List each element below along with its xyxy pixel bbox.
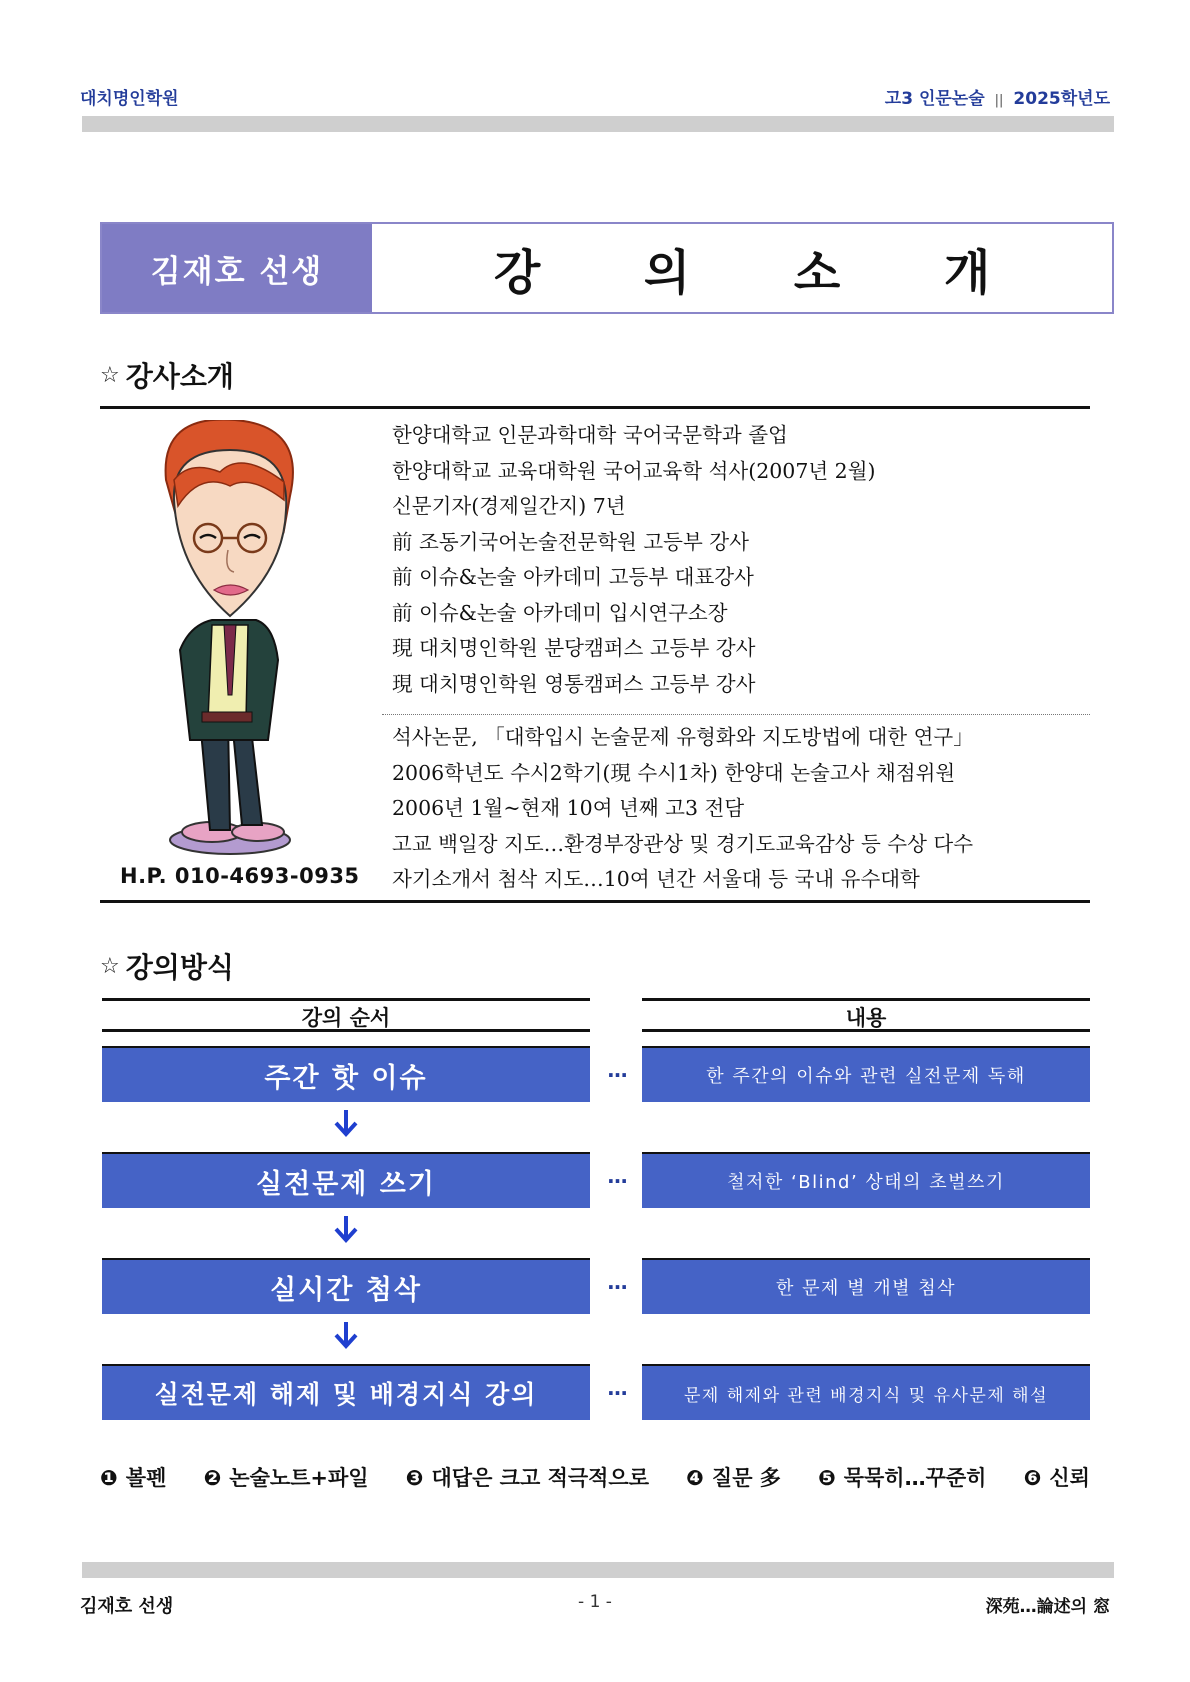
title-char: 의 <box>643 244 691 301</box>
career-item: 前 이슈&논술 아카데미 고등부 대표강사 <box>392 565 754 589</box>
tip-item <box>686 1462 781 1492</box>
arrow-down-icon <box>333 1320 359 1350</box>
column-header-order: 강의 순서 <box>102 998 590 1032</box>
step-box: 실전문제 해제 및 배경지식 강의 <box>102 1364 590 1420</box>
tip-number: ❻ <box>1023 1466 1042 1490</box>
tip-text: 질문 多 <box>711 1466 781 1490</box>
title-char: 소 <box>793 244 841 301</box>
tip-number: ❸ <box>405 1466 424 1490</box>
tip-number: ❷ <box>203 1466 222 1490</box>
tip-item <box>100 1462 166 1492</box>
tip-number: ❹ <box>686 1466 704 1490</box>
course-header <box>885 84 1110 109</box>
tip-item <box>1024 1462 1090 1492</box>
tip-text: 묵묵히…꾸준히 <box>843 1466 987 1490</box>
step-box: 주간 핫 이슈 <box>102 1046 590 1102</box>
star-icon: ☆ <box>100 953 120 979</box>
header-bar <box>82 116 1114 132</box>
caricature-image <box>150 420 300 860</box>
step-box: 실시간 첨삭 <box>102 1258 590 1314</box>
lecture-intro-title <box>372 224 1112 312</box>
achievement-item: 2006학년도 수시2학기(現 수시1차) 한양대 논술고사 채점위원 <box>392 760 956 785</box>
title-box <box>100 222 1114 314</box>
ellipsis-connector: … <box>607 1270 629 1294</box>
achievement-item: 자기소개서 첨삭 지도…10여 년간 서울대 등 국내 유수대학 <box>392 867 920 891</box>
ellipsis-connector: … <box>607 1164 629 1188</box>
ellipsis-connector: … <box>607 1058 629 1082</box>
section-title: 강의방식 <box>125 951 234 984</box>
tip-text: 볼펜 <box>125 1466 167 1490</box>
footer-motto: 深苑…論述의 窓 <box>985 1597 1110 1617</box>
tip-item <box>406 1462 649 1492</box>
footer-bar <box>82 1562 1114 1578</box>
column-header-content: 내용 <box>642 998 1090 1032</box>
achievement-item: 석사논문, 「대학입시 논술문제 유형화와 지도방법에 대한 연구」 <box>392 725 974 749</box>
career-item: 現 대치명인학원 분당캠퍼스 고등부 강사 <box>392 636 756 660</box>
career-item: 現 대치명인학원 영통캠퍼스 고등부 강사 <box>392 671 756 696</box>
page-number: - 1 - <box>578 1592 612 1612</box>
tip-number: ❺ <box>817 1466 836 1490</box>
step-box: 실전문제 쓰기 <box>102 1152 590 1208</box>
achievement-item: 2006년 1월~현재 10여 년째 고3 전담 <box>392 796 745 820</box>
career-item: 신문기자(경제일간지) 7년 <box>392 494 626 518</box>
title-char: 개 <box>943 244 991 301</box>
career-item: 한양대학교 인문과학대학 국어국문학과 졸업 <box>392 423 788 447</box>
divider <box>100 900 1090 903</box>
tip-item <box>818 1462 987 1492</box>
tip-number: ❶ <box>100 1466 118 1490</box>
step-description: 한 주간의 이슈와 관련 실전문제 독해 <box>642 1046 1090 1102</box>
tip-text: 대답은 크고 적극적으로 <box>431 1466 649 1490</box>
arrow-down-icon <box>333 1108 359 1138</box>
divider <box>100 406 1090 409</box>
achievement-item: 고교 백일장 지도…환경부장관상 및 경기도교육감상 등 수상 다수 <box>392 831 973 856</box>
step-description: 문제 해제와 관련 배경지식 및 유사문제 해설 <box>642 1364 1090 1420</box>
academic-year: 2025학년도 <box>1013 89 1110 109</box>
header-separator: || <box>994 93 1004 108</box>
tip-item <box>204 1462 369 1492</box>
teacher-title: 김재호 선생 <box>102 224 372 312</box>
title-char: 강 <box>493 244 541 301</box>
career-list <box>392 418 1092 702</box>
step-description: 철저한 ‘Blind’ 상태의 초벌쓰기 <box>642 1152 1090 1208</box>
step-description: 한 문제 별 개별 첨삭 <box>642 1258 1090 1314</box>
phone-number: H.P. 010-4693-0935 <box>120 864 360 888</box>
arrow-down-icon <box>333 1214 359 1244</box>
grade-subject: 고3 인문논술 <box>884 89 985 109</box>
career-item: 한양대학교 교육대학원 국어교육학 석사(2007년 2월) <box>392 458 876 483</box>
section-instructor-heading <box>100 355 234 395</box>
achievement-list <box>392 720 1092 898</box>
career-item: 前 이슈&논술 아카데미 입시연구소장 <box>392 600 728 625</box>
footer-teacher: 김재호 선생 <box>80 1596 174 1617</box>
career-item: 前 조동기국어논술전문학원 고등부 강사 <box>392 529 749 554</box>
dotted-divider <box>382 714 1090 715</box>
academy-name: 대치명인학원 <box>80 89 179 109</box>
section-title: 강사소개 <box>125 360 234 393</box>
ellipsis-connector: … <box>607 1376 629 1400</box>
star-icon: ☆ <box>100 362 120 388</box>
tip-text: 논술노트+파일 <box>229 1466 369 1490</box>
tip-text: 신뢰 <box>1049 1466 1090 1490</box>
class-tips <box>100 1462 1090 1492</box>
section-method-heading <box>100 946 234 986</box>
